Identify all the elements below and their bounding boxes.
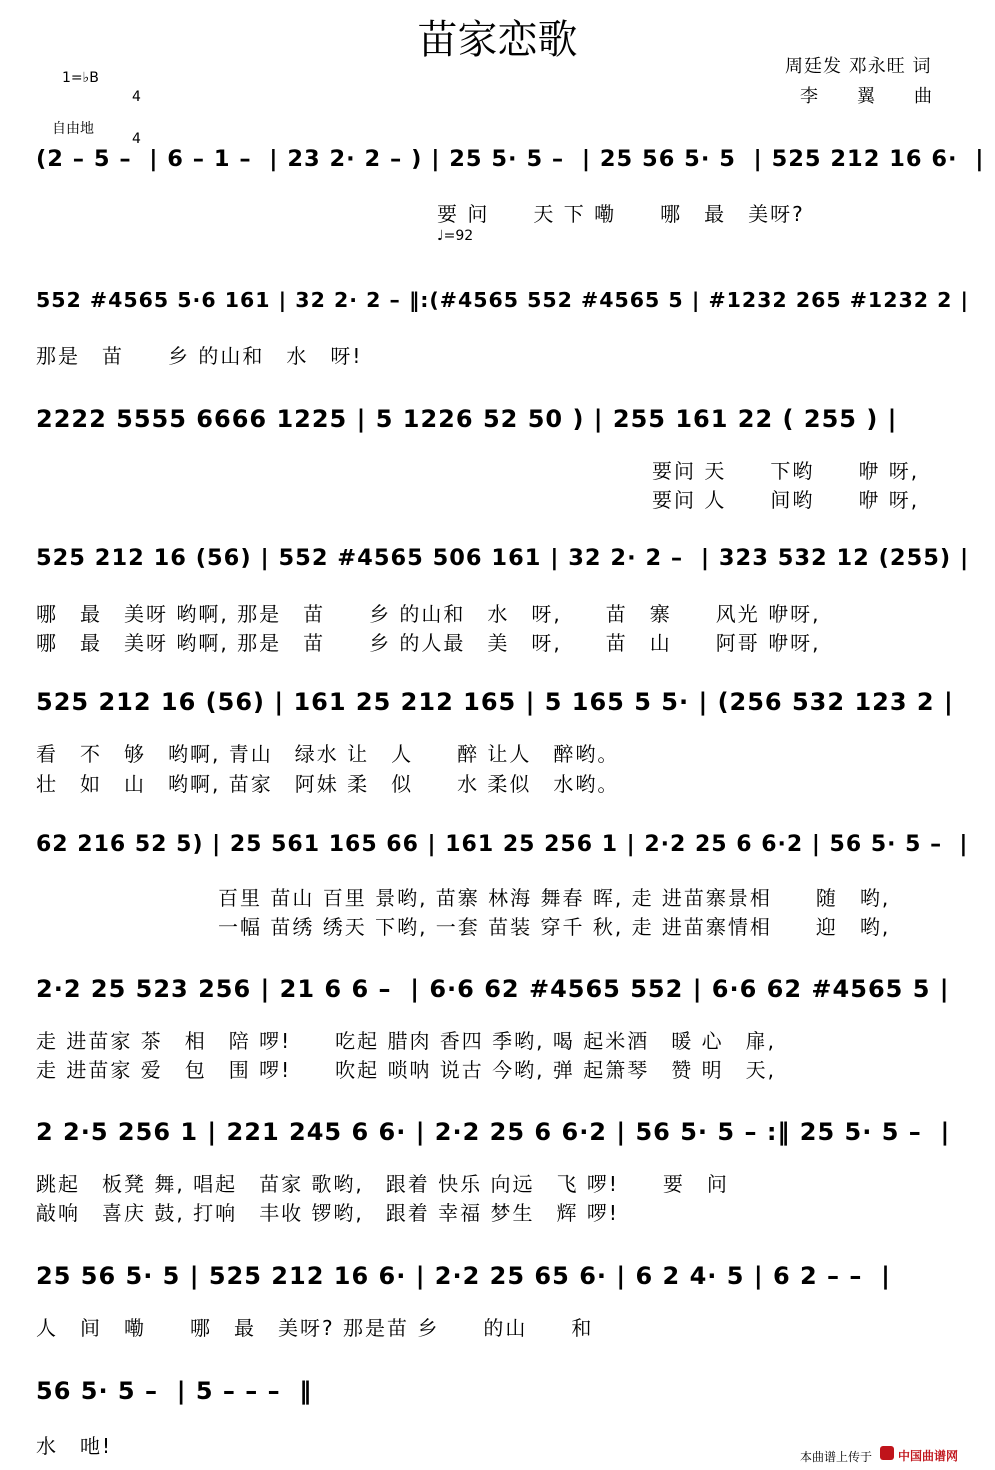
notation-line-5: 525 212 16 (56) | 161 25 212 165 | 5 165 5 5· | (256 532 123 2 | (36, 688, 954, 716)
lyrics-line-9a: 人 间 嘞 哪 最 美呀? 那是苗 乡 的山 和 (36, 1316, 594, 1340)
lyrics-line-8a: 跳起 板凳 舞, 唱起 苗家 歌哟, 跟着 快乐 向远 飞 啰! 要 问 (36, 1172, 729, 1196)
notation-line-1: (2 – 5 – | 6 – 1 – | 23 2· 2 – ) | 25 5· 5 – | 25 56 5· 5 | 525 212 16 6· | (36, 146, 985, 172)
song-title: 苗家恋歌 (417, 17, 578, 63)
site-logo-icon (880, 1446, 894, 1460)
lyrics-line-10a: 水 吔! (36, 1434, 113, 1458)
notation-line-9: 25 56 5· 5 | 525 212 16 6· | 2·2 25 65 6· | 6 2 4· 5 | 6 2 – – | (36, 1262, 891, 1290)
lyrics-line-4b: 哪 最 美呀 哟啊, 那是 苗 乡 的人最 美 呀, 苗 山 阿哥 咿呀, (36, 631, 821, 655)
footer-site-name: 中国曲谱网 (898, 1449, 959, 1463)
notation-line-10: 56 5· 5 – | 5 – – – ‖ (36, 1377, 313, 1405)
notation-line-2: 552 #4565 5·6 161 | 32 2· 2 – ‖:(#4565 552 #4565 5 | #1232 265 #1232 2 | (36, 288, 970, 312)
lyrics-line-6b: 一幅 苗绣 绣天 下哟, 一套 苗装 穿千 秋, 走 进苗寨情相 迎 哟, (218, 915, 891, 939)
notation-line-3: 2222 5555 6666 1225 | 5 1226 52 50 ) | 255 161 22 ( 255 ) | (36, 405, 898, 433)
lyrics-line-4a: 哪 最 美呀 哟啊, 那是 苗 乡 的山和 水 呀, 苗 寨 风光 咿呀, (36, 602, 821, 626)
tempo-value: ♩=92 (437, 228, 474, 244)
key-signature: 1=♭B (62, 70, 99, 86)
notation-line-6: 62 216 52 5) | 25 561 165 66 | 161 25 256 1 | 2·2 25 6 6·2 | 56 5· 5 – | (36, 832, 969, 857)
lyrics-line-7a: 走 进苗家 茶 相 陪 啰! 吃起 腊肉 香四 季哟, 喝 起米酒 暖 心 扉, (36, 1029, 776, 1053)
time-signature-bottom: 4 (132, 131, 141, 147)
lyrics-line-1a: 要 问 天 下 嘞 哪 最 美呀? (437, 202, 805, 226)
tempo-marking: 自由地 (52, 121, 94, 137)
lyrics-line-5a: 看 不 够 哟啊, 青山 绿水 让 人 醉 让人 醉哟。 (36, 742, 620, 766)
lyrics-line-5b: 壮 如 山 哟啊, 苗家 阿妹 柔 似 水 柔似 水哟。 (36, 772, 620, 796)
composer-credit: 李 翼 曲 (800, 86, 933, 107)
notation-line-8: 2 2·5 256 1 | 221 245 6 6· | 2·2 25 6 6·2 | 56 5· 5 – :‖ 25 5· 5 – | (36, 1118, 951, 1146)
lyrics-line-8b: 敲响 喜庆 鼓, 打响 丰收 锣哟, 跟着 幸福 梦生 辉 啰! (36, 1201, 619, 1225)
notation-line-7: 2·2 25 523 256 | 21 6 6 – | 6·6 62 #4565 552 | 6·6 62 #4565 5 | (36, 975, 950, 1003)
lyrics-line-3b: 要问 人 间哟 咿 呀, (652, 488, 920, 512)
footer-upload-text: 本曲谱上传于 (800, 1450, 873, 1464)
time-signature-top: 4 (132, 89, 141, 105)
lyrics-line-6a: 百里 苗山 百里 景哟, 苗寨 林海 舞春 晖, 走 进苗寨景相 随 哟, (218, 886, 891, 910)
lyrics-line-3a: 要问 天 下哟 咿 呀, (652, 459, 920, 483)
lyricist-credit: 周廷发 邓永旺 词 (785, 56, 932, 77)
lyrics-line-2a: 那是 苗 乡 的山和 水 呀! (36, 344, 363, 368)
lyrics-line-7b: 走 进苗家 爱 包 围 啰! 吹起 唢呐 说古 今哟, 弹 起箫琴 赞 明 天, (36, 1058, 776, 1082)
notation-line-4: 525 212 16 (56) | 552 #4565 506 161 | 32 2· 2 – | 323 532 12 (255) | (36, 545, 970, 571)
